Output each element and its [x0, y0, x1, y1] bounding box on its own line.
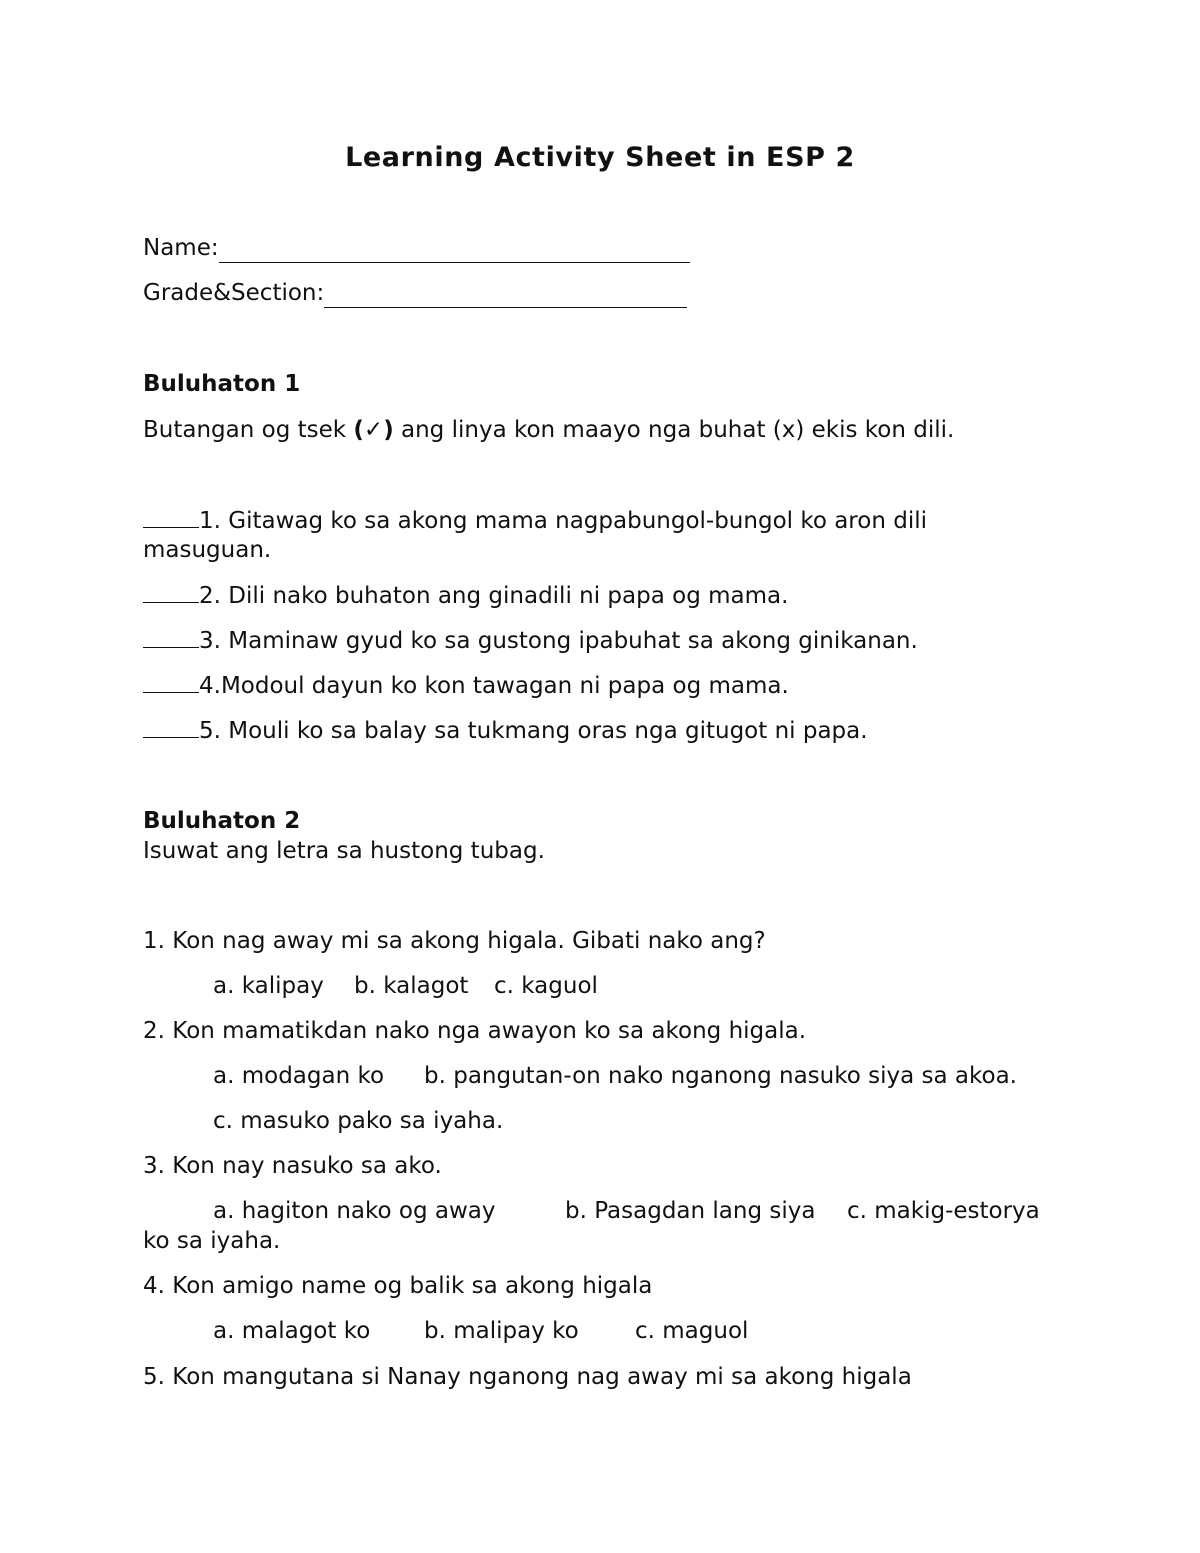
q1-option-b[interactable]: b. kalagot: [354, 973, 469, 999]
name-field[interactable]: [143, 233, 690, 263]
q4-option-a[interactable]: a. malagot ko: [213, 1318, 371, 1344]
task2-heading: Buluhaton 2: [143, 808, 301, 834]
q3-option-c[interactable]: c. makig-estorya: [847, 1198, 1040, 1224]
q3-option-c-continued: ko sa iyaha.: [143, 1228, 281, 1254]
question-4: 4. Kon amigo name og balik sa akong higala: [143, 1273, 653, 1299]
q4-option-c[interactable]: c. maguol: [635, 1318, 749, 1344]
question-5: 5. Kon mangutana si Nanay nganong nag away mi sa akong higala: [143, 1364, 912, 1390]
q2-option-c[interactable]: c. masuko pako sa iyaha.: [213, 1108, 504, 1134]
task1-item-3: [143, 625, 918, 656]
answer-blank[interactable]: [143, 505, 199, 528]
task1-item-1-continued: masuguan.: [143, 537, 272, 563]
name-label: Name:: [143, 235, 219, 261]
page-title: Learning Activity Sheet in ESP 2: [345, 142, 855, 173]
q1-option-a[interactable]: a. kalipay: [213, 973, 324, 999]
answer-blank[interactable]: [143, 625, 199, 648]
q1-option-c[interactable]: c. kaguol: [494, 973, 598, 999]
item-text: 4.Modoul dayun ko kon tawagan ni papa og mama.: [199, 673, 789, 699]
name-blank[interactable]: [219, 240, 690, 263]
item-text: 3. Maminaw gyud ko sa gustong ipabuhat sa akong ginikanan.: [199, 628, 918, 654]
question-2: 2. Kon mamatikdan nako nga awayon ko sa akong higala.: [143, 1018, 807, 1044]
task1-item-5: [143, 715, 868, 746]
q3-option-b[interactable]: b. Pasagdan lang siya: [565, 1198, 816, 1224]
task1-item-4: [143, 670, 789, 701]
answer-blank[interactable]: [143, 715, 199, 738]
q3-option-a[interactable]: a. hagiton nako og away: [213, 1198, 496, 1224]
question-3: 3. Kon nay nasuko sa ako.: [143, 1153, 442, 1179]
question-1: 1. Kon nag away mi sa akong higala. Gibati nako ang?: [143, 928, 766, 954]
instruction-text-end: ang linya kon maayo nga buhat (x) ekis kon dili.: [393, 417, 955, 443]
item-text: 2. Dili nako buhaton ang ginadili ni papa og mama.: [199, 583, 789, 609]
item-text: 1. Gitawag ko sa akong mama nagpabungol-bungol ko aron dili: [199, 508, 927, 534]
answer-blank[interactable]: [143, 580, 199, 603]
instruction-text-start: Butangan og tsek: [143, 417, 354, 443]
q2-option-b[interactable]: b. pangutan-on nako nganong nasuko siya sa akoa.: [424, 1063, 1017, 1089]
task1-heading: Buluhaton 1: [143, 371, 301, 397]
check-mark-icon: (✓): [353, 417, 394, 443]
grade-section-field[interactable]: [143, 278, 687, 308]
item-text: 5. Mouli ko sa balay sa tukmang oras nga gitugot ni papa.: [199, 718, 868, 744]
q2-option-a[interactable]: a. modagan ko: [213, 1063, 385, 1089]
grade-section-label: Grade&Section:: [143, 280, 325, 306]
q4-option-b[interactable]: b. malipay ko: [424, 1318, 579, 1344]
task1-item-1: [143, 505, 927, 536]
task1-item-2: [143, 580, 788, 611]
task1-instruction: [143, 415, 954, 445]
grade-section-blank[interactable]: [324, 285, 687, 308]
answer-blank[interactable]: [143, 670, 199, 693]
task2-instruction: Isuwat ang letra sa hustong tubag.: [143, 838, 545, 864]
